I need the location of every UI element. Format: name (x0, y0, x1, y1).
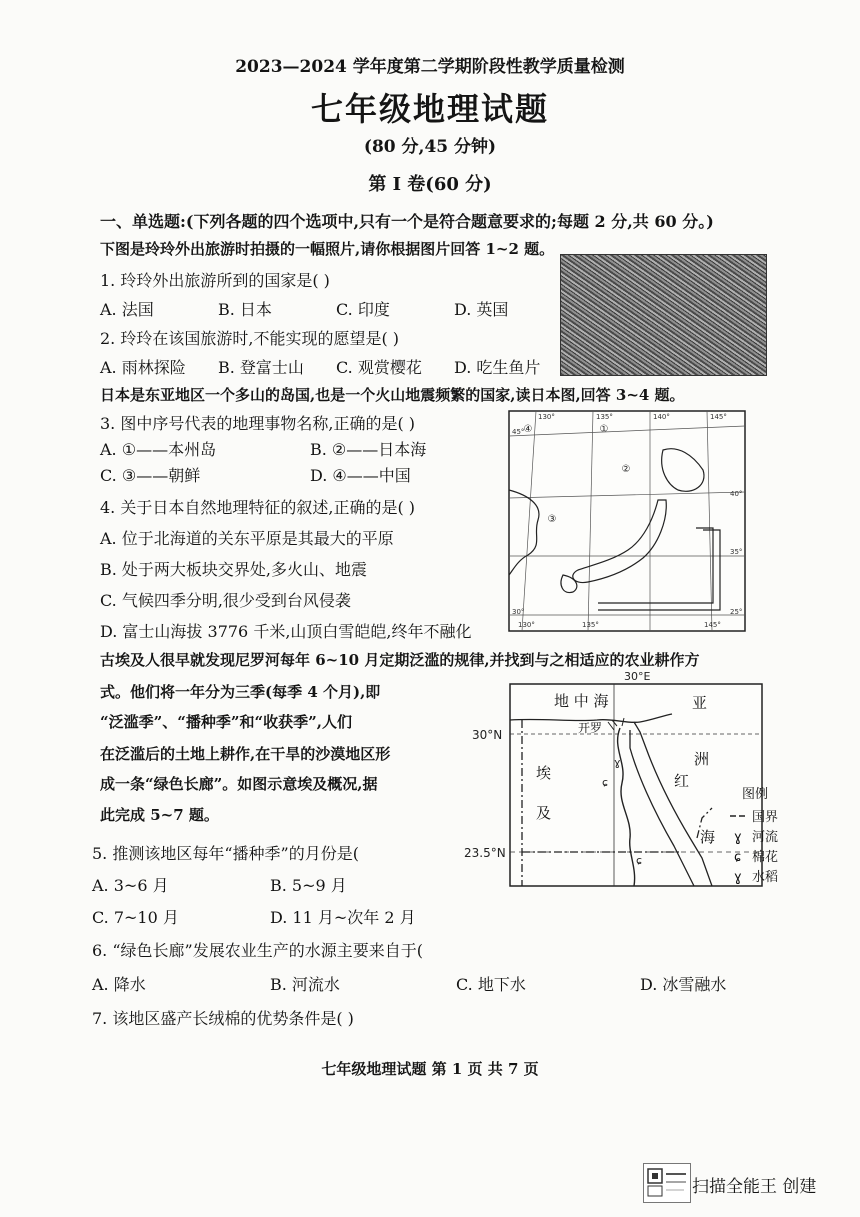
intro-q5-7-line3: “泛滥季”、“播种季”和“收获季”,人们 (100, 713, 352, 731)
japan-tick-130-bottom: 130° (518, 621, 535, 629)
q5-option-a: A. 3~6 月 (92, 876, 169, 895)
q6-stem: 6. “绿色长廊”发展农业生产的水源主要来自于( (92, 941, 423, 960)
exam-header: 2023—2024 学年度第二学期阶段性教学质量检测 (235, 57, 625, 77)
q3-option-c: C. ③——朝鲜 (100, 466, 201, 485)
q1-option-d: D. 英国 (454, 300, 509, 319)
red-sea-label-2: 海 (700, 828, 716, 846)
q4-option-c: C. 气候四季分明,很少受到台风侵袭 (100, 591, 351, 610)
svg-text:ɕ: ɕ (602, 776, 609, 789)
q6-option-c: C. 地下水 (456, 975, 526, 994)
q4-option-a: A. 位于北海道的关东平原是其最大的平原 (100, 529, 394, 548)
egypt-asia-label-2: 洲 (694, 750, 710, 768)
egypt-map (462, 668, 814, 894)
q2-option-b: B. 登富士山 (218, 358, 304, 377)
intro-q1-2: 下图是玲玲外出旅游时拍摄的一幅照片,请你根据图片回答 1~2 题。 (100, 240, 555, 258)
egypt-country-label-2: 及 (536, 804, 552, 822)
q5-option-b: B. 5~9 月 (270, 876, 347, 895)
q6-option-a: A. 降水 (92, 975, 146, 994)
watermark-text: 扫描全能王 创建 (692, 1177, 817, 1197)
q2-option-a: A. 雨林探险 (100, 358, 186, 377)
q4-option-d: D. 富士山海拔 3776 千米,山顶白雪皑皑,终年不融化 (100, 622, 472, 641)
svg-text:ɕ: ɕ (636, 854, 643, 867)
q5-option-d: D. 11 月~次年 2 月 (270, 908, 416, 927)
legend-title: 图例 (742, 787, 769, 802)
legend-rice-icon: ɣ (734, 870, 742, 885)
japan-map (508, 410, 746, 636)
q2-option-c: C. 观赏樱花 (336, 358, 422, 377)
intro-q3-4: 日本是东亚地区一个多山的岛国,也是一个火山地震频繁的国家,读日本图,回答 3~4 题。 (100, 386, 685, 404)
q1-stem: 1. 玲玲外出旅游所到的国家是( ) (100, 271, 330, 290)
q2-stem: 2. 玲玲在该国旅游时,不能实现的愿望是( ) (100, 329, 400, 348)
japan-map-label-2: ② (621, 464, 631, 475)
japan-tick-35: 35° (730, 548, 743, 556)
legend-cotton-icon: ɕ (734, 850, 742, 865)
intro-q5-7-line5: 成一条“绿色长廊”。如图示意埃及概况,据 (100, 775, 378, 793)
egypt-lon-label: 30°E (624, 670, 651, 683)
japan-tick-30: 30° (512, 608, 525, 616)
score-time: (80 分,45 分钟) (363, 137, 497, 157)
egypt-asia-label-1: 亚 (692, 694, 708, 712)
japan-tick-140-top: 140° (653, 413, 670, 421)
q1-option-c: C. 印度 (336, 300, 390, 319)
q4-stem: 4. 关于日本自然地理特征的叙述,正确的是( ) (100, 498, 416, 517)
legend-rice: 水稻 (752, 870, 779, 885)
q3-option-a: A. ①——本州岛 (100, 440, 217, 459)
egypt-country-label-1: 埃 (536, 764, 552, 782)
travel-photo (560, 254, 767, 376)
egypt-lat-30: 30°N (472, 728, 503, 742)
red-sea-label-1: 红 (674, 772, 690, 790)
q3-option-b: B. ②——日本海 (310, 440, 427, 459)
egypt-sea-label: 地 中 海 (554, 692, 609, 710)
page-title: 七年级地理试题 (310, 90, 549, 128)
japan-tick-130-top: 130° (538, 413, 555, 421)
legend-cotton: 棉花 (752, 850, 779, 865)
legend-border: 国界 (752, 810, 779, 825)
q1-option-a: A. 法国 (100, 300, 154, 319)
page-footer: 七年级地理试题 第 1 页 共 7 页 (321, 1060, 539, 1078)
q6-option-b: B. 河流水 (270, 975, 340, 994)
intro-q5-7-line6: 此完成 5~7 题。 (100, 806, 219, 824)
intro-q5-7-line2: 式。他们将一年分为三季(每季 4 个月),即 (100, 683, 381, 701)
intro-q5-7-line4: 在泛滥后的土地上耕作,在干旱的沙漠地区形 (100, 745, 391, 763)
japan-tick-135-top: 135° (596, 413, 613, 421)
part-title: 第 I 卷(60 分) (368, 174, 492, 195)
japan-tick-145-bottom: 145° (704, 621, 721, 629)
japan-tick-145-top: 145° (710, 413, 727, 421)
section-heading: 一、单选题:(下列各题的四个选项中,只有一个是符合题意要求的;每题 2 分,共 60 分。) (100, 212, 714, 231)
q5-option-c: C. 7~10 月 (92, 908, 179, 927)
intro-q5-7-line1: 古埃及人很早就发现尼罗河每年 6~10 月定期泛滥的规律,并找到与之相适应的农业耕作方 (100, 651, 700, 669)
scanner-logo-icon (643, 1163, 691, 1203)
q7-stem: 7. 该地区盛产长绒棉的优势条件是( ) (92, 1009, 354, 1028)
q1-option-b: B. 日本 (218, 300, 272, 319)
legend-river: 河流 (752, 830, 779, 845)
japan-map-label-3: ③ (547, 514, 557, 525)
japan-tick-25: 25° (730, 608, 743, 616)
q2-option-d: D. 吃生鱼片 (454, 358, 541, 377)
japan-map-label-1: ① (599, 424, 609, 435)
cairo-label: 开罗 (578, 721, 603, 735)
japan-tick-45: 45° (512, 428, 525, 436)
japan-tick-135-bottom: 135° (582, 621, 599, 629)
egypt-lat-23-5: 23.5°N (464, 846, 506, 860)
legend-river-icon: ɣ (734, 830, 742, 845)
q3-stem: 3. 图中序号代表的地理事物名称,正确的是( ) (100, 414, 416, 433)
svg-text:ɣ: ɣ (614, 756, 621, 769)
q5-stem: 5. 推测该地区每年“播种季”的月份是( (92, 844, 359, 863)
q4-option-b: B. 处于两大板块交界处,多火山、地震 (100, 560, 368, 579)
q6-option-d: D. 冰雪融水 (640, 975, 727, 994)
japan-tick-40: 40° (730, 490, 743, 498)
japan-map-label-4: ④ (523, 424, 533, 435)
q3-option-d: D. ④——中国 (310, 466, 411, 485)
